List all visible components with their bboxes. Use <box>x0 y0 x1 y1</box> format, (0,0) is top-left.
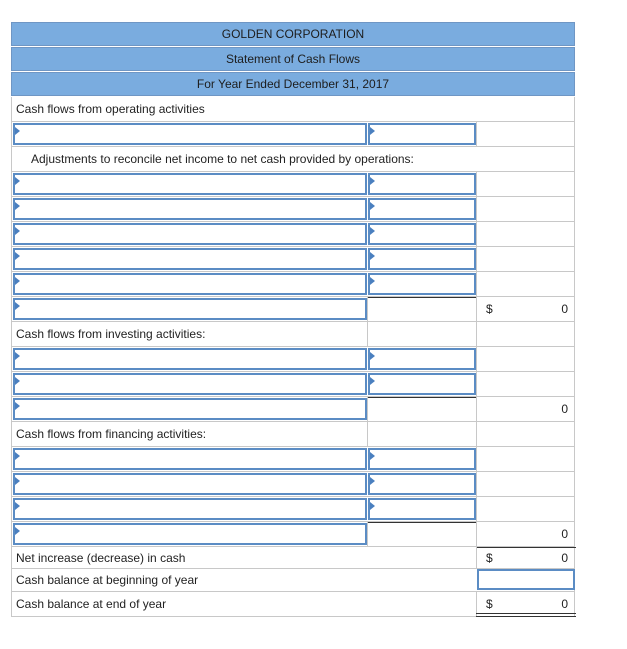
financing-amount-input[interactable] <box>368 473 476 495</box>
dropdown-arrow-icon <box>15 527 20 535</box>
net-income-row <box>11 122 575 147</box>
statement-period: For Year Ended December 31, 2017 <box>196 77 390 91</box>
operating-section-row <box>11 97 575 122</box>
adjustment-label-input[interactable] <box>13 173 367 195</box>
financing-label-input[interactable] <box>13 473 367 495</box>
financing-total-row <box>11 522 575 547</box>
adjustments-row <box>11 147 575 172</box>
adjustments-label: Adjustments to reconcile net income to net cash provided by operations: <box>31 152 414 166</box>
operating-section-label: Cash flows from operating activities <box>16 102 205 116</box>
dropdown-arrow-icon <box>15 377 20 385</box>
financing-row <box>11 447 575 472</box>
adjustment-label-input[interactable] <box>13 273 367 295</box>
currency-symbol: $ <box>486 551 493 565</box>
dropdown-arrow-icon <box>15 402 20 410</box>
financing-amount-input[interactable] <box>368 498 476 520</box>
financing-row <box>11 497 575 522</box>
ending-balance-row <box>11 592 575 617</box>
adjustment-amount-input[interactable] <box>368 173 476 195</box>
statement-title: Statement of Cash Flows <box>225 52 361 66</box>
financing-row <box>11 472 575 497</box>
net-income-amount-input[interactable] <box>368 123 476 145</box>
period-header <box>11 72 575 96</box>
company-name: GOLDEN CORPORATION <box>221 27 365 41</box>
ending-balance-label: Cash balance at end of year <box>16 597 167 611</box>
adjustment-amount-input[interactable] <box>368 198 476 220</box>
beginning-balance-input[interactable] <box>477 569 575 590</box>
ending-balance-value: 0 <box>561 597 568 611</box>
dropdown-arrow-icon <box>15 452 20 460</box>
adjustment-row <box>11 172 575 197</box>
dropdown-arrow-icon <box>15 202 20 210</box>
investing-label-input[interactable] <box>13 373 367 395</box>
dropdown-arrow-icon <box>15 352 20 360</box>
dropdown-arrow-icon <box>15 252 20 260</box>
financing-total-label-input[interactable] <box>13 523 367 545</box>
adjustment-amount-input[interactable] <box>368 273 476 295</box>
adjustment-row <box>11 247 575 272</box>
adjustment-row <box>11 222 575 247</box>
dropdown-arrow-icon <box>370 377 375 385</box>
adjustment-amount-input[interactable] <box>368 223 476 245</box>
investing-row <box>11 347 575 372</box>
dropdown-arrow-icon <box>15 302 20 310</box>
operating-total-label-input[interactable] <box>13 298 367 320</box>
adjustment-row <box>11 197 575 222</box>
investing-total-label-input[interactable] <box>13 398 367 420</box>
dropdown-arrow-icon <box>370 177 375 185</box>
financing-section-label: Cash flows from financing activities: <box>16 427 207 441</box>
adjustment-label-input[interactable] <box>13 223 367 245</box>
adjustment-label-input[interactable] <box>13 248 367 270</box>
investing-section-row <box>11 322 575 347</box>
dropdown-arrow-icon <box>15 127 20 135</box>
operating-total-row <box>11 297 575 322</box>
net-change-value: 0 <box>561 551 568 565</box>
beginning-balance-row <box>11 569 575 592</box>
financing-amount-input[interactable] <box>368 448 476 470</box>
operating-total-value: 0 <box>561 302 568 316</box>
financing-total-value: 0 <box>561 527 568 541</box>
dropdown-arrow-icon <box>15 227 20 235</box>
dropdown-arrow-icon <box>370 352 375 360</box>
dropdown-arrow-icon <box>370 252 375 260</box>
dropdown-arrow-icon <box>370 202 375 210</box>
investing-amount-input[interactable] <box>368 348 476 370</box>
dropdown-arrow-icon <box>15 502 20 510</box>
investing-total-value: 0 <box>561 402 568 416</box>
investing-amount-input[interactable] <box>368 373 476 395</box>
dropdown-arrow-icon <box>15 277 20 285</box>
dropdown-arrow-icon <box>370 477 375 485</box>
net-change-label: Net increase (decrease) in cash <box>16 551 186 565</box>
dropdown-arrow-icon <box>15 177 20 185</box>
company-header <box>11 22 575 46</box>
dropdown-arrow-icon <box>370 277 375 285</box>
beginning-balance-label: Cash balance at beginning of year <box>16 573 199 587</box>
dropdown-arrow-icon <box>370 452 375 460</box>
adjustment-row <box>11 272 575 297</box>
investing-total-row <box>11 397 575 422</box>
investing-label-input[interactable] <box>13 348 367 370</box>
investing-row <box>11 372 575 397</box>
dropdown-arrow-icon <box>370 227 375 235</box>
dropdown-arrow-icon <box>370 502 375 510</box>
currency-symbol: $ <box>486 302 493 316</box>
adjustment-amount-input[interactable] <box>368 248 476 270</box>
net-change-row <box>11 547 575 569</box>
financing-label-input[interactable] <box>13 448 367 470</box>
dropdown-arrow-icon <box>15 477 20 485</box>
adjustment-label-input[interactable] <box>13 198 367 220</box>
investing-section-label: Cash flows from investing activities: <box>16 327 206 341</box>
financing-section-row <box>11 422 575 447</box>
dropdown-arrow-icon <box>370 127 375 135</box>
statement-header <box>11 47 575 71</box>
net-income-label-input[interactable] <box>13 123 367 145</box>
currency-symbol: $ <box>486 597 493 611</box>
financing-label-input[interactable] <box>13 498 367 520</box>
